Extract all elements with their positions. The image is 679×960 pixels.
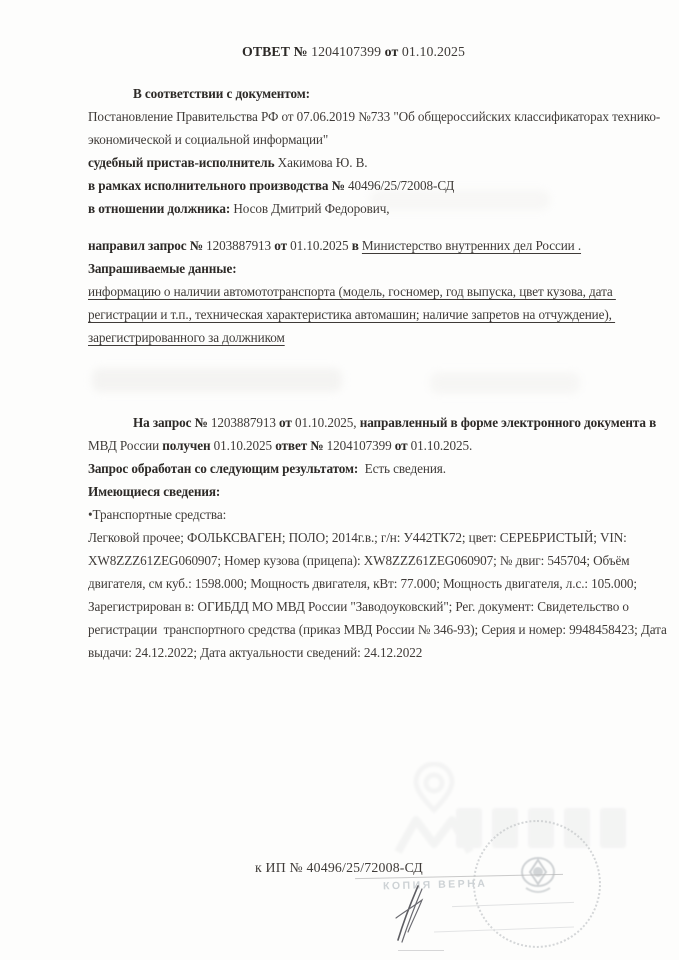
text-run: от	[384, 44, 402, 59]
text-run: Запрос обработан со следующим результатом:	[88, 461, 359, 476]
watermark-letters	[456, 808, 626, 848]
faint-line	[434, 927, 574, 933]
paragraph-bailiff	[88, 151, 619, 174]
faint-line	[452, 902, 574, 907]
text-run: выдачи: 24.12.2022; Дата актуальности сведений: 24.12.2022	[88, 645, 423, 660]
text-run: в	[351, 238, 362, 253]
text-line	[88, 303, 619, 326]
text-run: МВД России	[88, 438, 163, 453]
text-line	[88, 549, 630, 572]
text-line	[88, 411, 657, 434]
text-run: 01.10.2025,	[294, 415, 360, 430]
paragraph-available-data-label	[88, 480, 619, 503]
paragraph-debtor	[88, 197, 619, 220]
doc-title	[88, 44, 619, 60]
text-run: от	[394, 438, 411, 453]
paragraph-vehicles-label	[88, 503, 619, 526]
text-run: Есть сведения.	[358, 461, 446, 476]
paragraph-result	[88, 457, 619, 480]
text-line	[88, 128, 619, 151]
text-line	[88, 434, 619, 457]
text-run: зарегистрированного за должником	[88, 330, 285, 345]
faint-line	[398, 950, 444, 951]
text-run: Зарегистрирован в: ОГИБДД МО МВД России "Заводоуковский"; Рег. документ: Свидетельство о	[88, 599, 629, 614]
handwritten-signature	[388, 884, 438, 946]
text-run: направил запрос №	[88, 238, 207, 253]
text-line	[88, 105, 661, 128]
text-line	[88, 457, 619, 480]
text-line	[88, 280, 619, 303]
text-run: получен	[162, 438, 214, 453]
paragraph-requested-data-label	[88, 257, 619, 280]
text-line	[88, 151, 619, 174]
text-line	[88, 82, 619, 105]
text-line	[88, 503, 619, 526]
text-run: Легковой прочее; ФОЛЬКСВАГЕН; ПОЛО; 2014г.в.; г/н: У442ТК72; цвет: СЕРЕБРИСТЫЙ; VIN:	[88, 530, 627, 545]
text-line	[88, 234, 619, 257]
text-run: 1204107399	[326, 438, 395, 453]
text-run: Запрашиваемые данные:	[88, 261, 237, 276]
text-run: ответ №	[275, 438, 327, 453]
paragraph-enforcement-proceeding	[88, 174, 619, 197]
text-run: Постановление Правительства РФ от 07.06.2019 №733 "Об общероссийских классификаторах технико-	[88, 109, 661, 124]
text-line	[88, 641, 619, 664]
text-line	[88, 197, 619, 220]
paragraph-in-accordance	[88, 82, 619, 105]
text-run: 01.10.2025	[401, 44, 465, 59]
text-run: 1203887913	[206, 238, 275, 253]
text-run: На запрос №	[133, 415, 211, 430]
text-run: направленный в форме электронного документа в	[359, 415, 657, 430]
text-run: 1204107399	[311, 44, 385, 59]
round-seal-stamp	[473, 820, 601, 948]
text-run: от	[274, 238, 291, 253]
text-run: ОТВЕТ №	[242, 44, 312, 59]
text-run: регистрации транспортного средства (приказ МВД России № 346-93); Серия и номер: 9948458423; Дата	[88, 622, 667, 637]
text-run: информацию о наличии автомототранспорта (модель, госномер, год выпуска, цвет кузова, дата	[88, 284, 616, 299]
text-run: 40496/25/72008-СД	[347, 178, 455, 193]
text-line	[88, 326, 619, 349]
text-run: судебный пристав-исполнитель	[88, 155, 278, 170]
text-run: Носов Дмитрий Федорович,	[233, 201, 390, 216]
text-run: 01.10.2025.	[410, 438, 473, 453]
text-run: в рамках исполнительного производства №	[88, 178, 348, 193]
text-run: XW8ZZZ61ZEG060907; Номер кузова (прицепа): XW8ZZZ61ZEG060907; № двиг: 545704; Объём	[88, 553, 630, 568]
copy-verified-stamp-text: КОПИЯ ВЕРНА	[382, 877, 488, 893]
paragraph-vehicle-details	[88, 526, 667, 664]
paragraph-request-sent	[88, 234, 619, 257]
text-line	[88, 480, 619, 503]
text-line	[88, 526, 627, 549]
text-line	[88, 257, 619, 280]
stamp-emblem-icon	[516, 852, 560, 898]
text-run: Имеющиеся сведения:	[88, 484, 221, 499]
text-line	[88, 595, 629, 618]
location-pin-watermark-icon	[394, 762, 624, 857]
text-run: 01.10.2025	[290, 238, 352, 253]
text-run: двигателя, см куб.: 1598.000; Мощность двигателя, кВт: 77.000; Мощность двигателя, л.с.: 105.000;	[88, 576, 637, 591]
text-run: в отношении должника:	[88, 201, 234, 216]
paragraph-resolution	[88, 105, 661, 151]
text-line	[88, 174, 619, 197]
text-run: от	[279, 415, 295, 430]
footer-case-reference: к ИП № 40496/25/72008-СД	[255, 860, 423, 875]
text-run: экономической и социальной информации"	[88, 132, 329, 147]
text-line	[88, 618, 667, 641]
text-run: Министерство внутренних дел России .	[361, 238, 582, 253]
text-run: Хакимова Ю. В.	[277, 155, 368, 170]
text-line	[88, 572, 637, 595]
text-run: регистрации и т.п., техническая характеристика автомашин; наличие запретов на отчуждение),	[88, 307, 616, 322]
paragraph-response-received	[88, 411, 657, 457]
text-run: В соответствии с документом:	[133, 86, 310, 101]
text-run: •Транспортные средства:	[88, 507, 227, 522]
text-run: 1203887913	[210, 415, 280, 430]
doc-body	[88, 82, 667, 664]
text-run: 01.10.2025	[213, 438, 276, 453]
paragraph-requested-data	[88, 280, 619, 349]
